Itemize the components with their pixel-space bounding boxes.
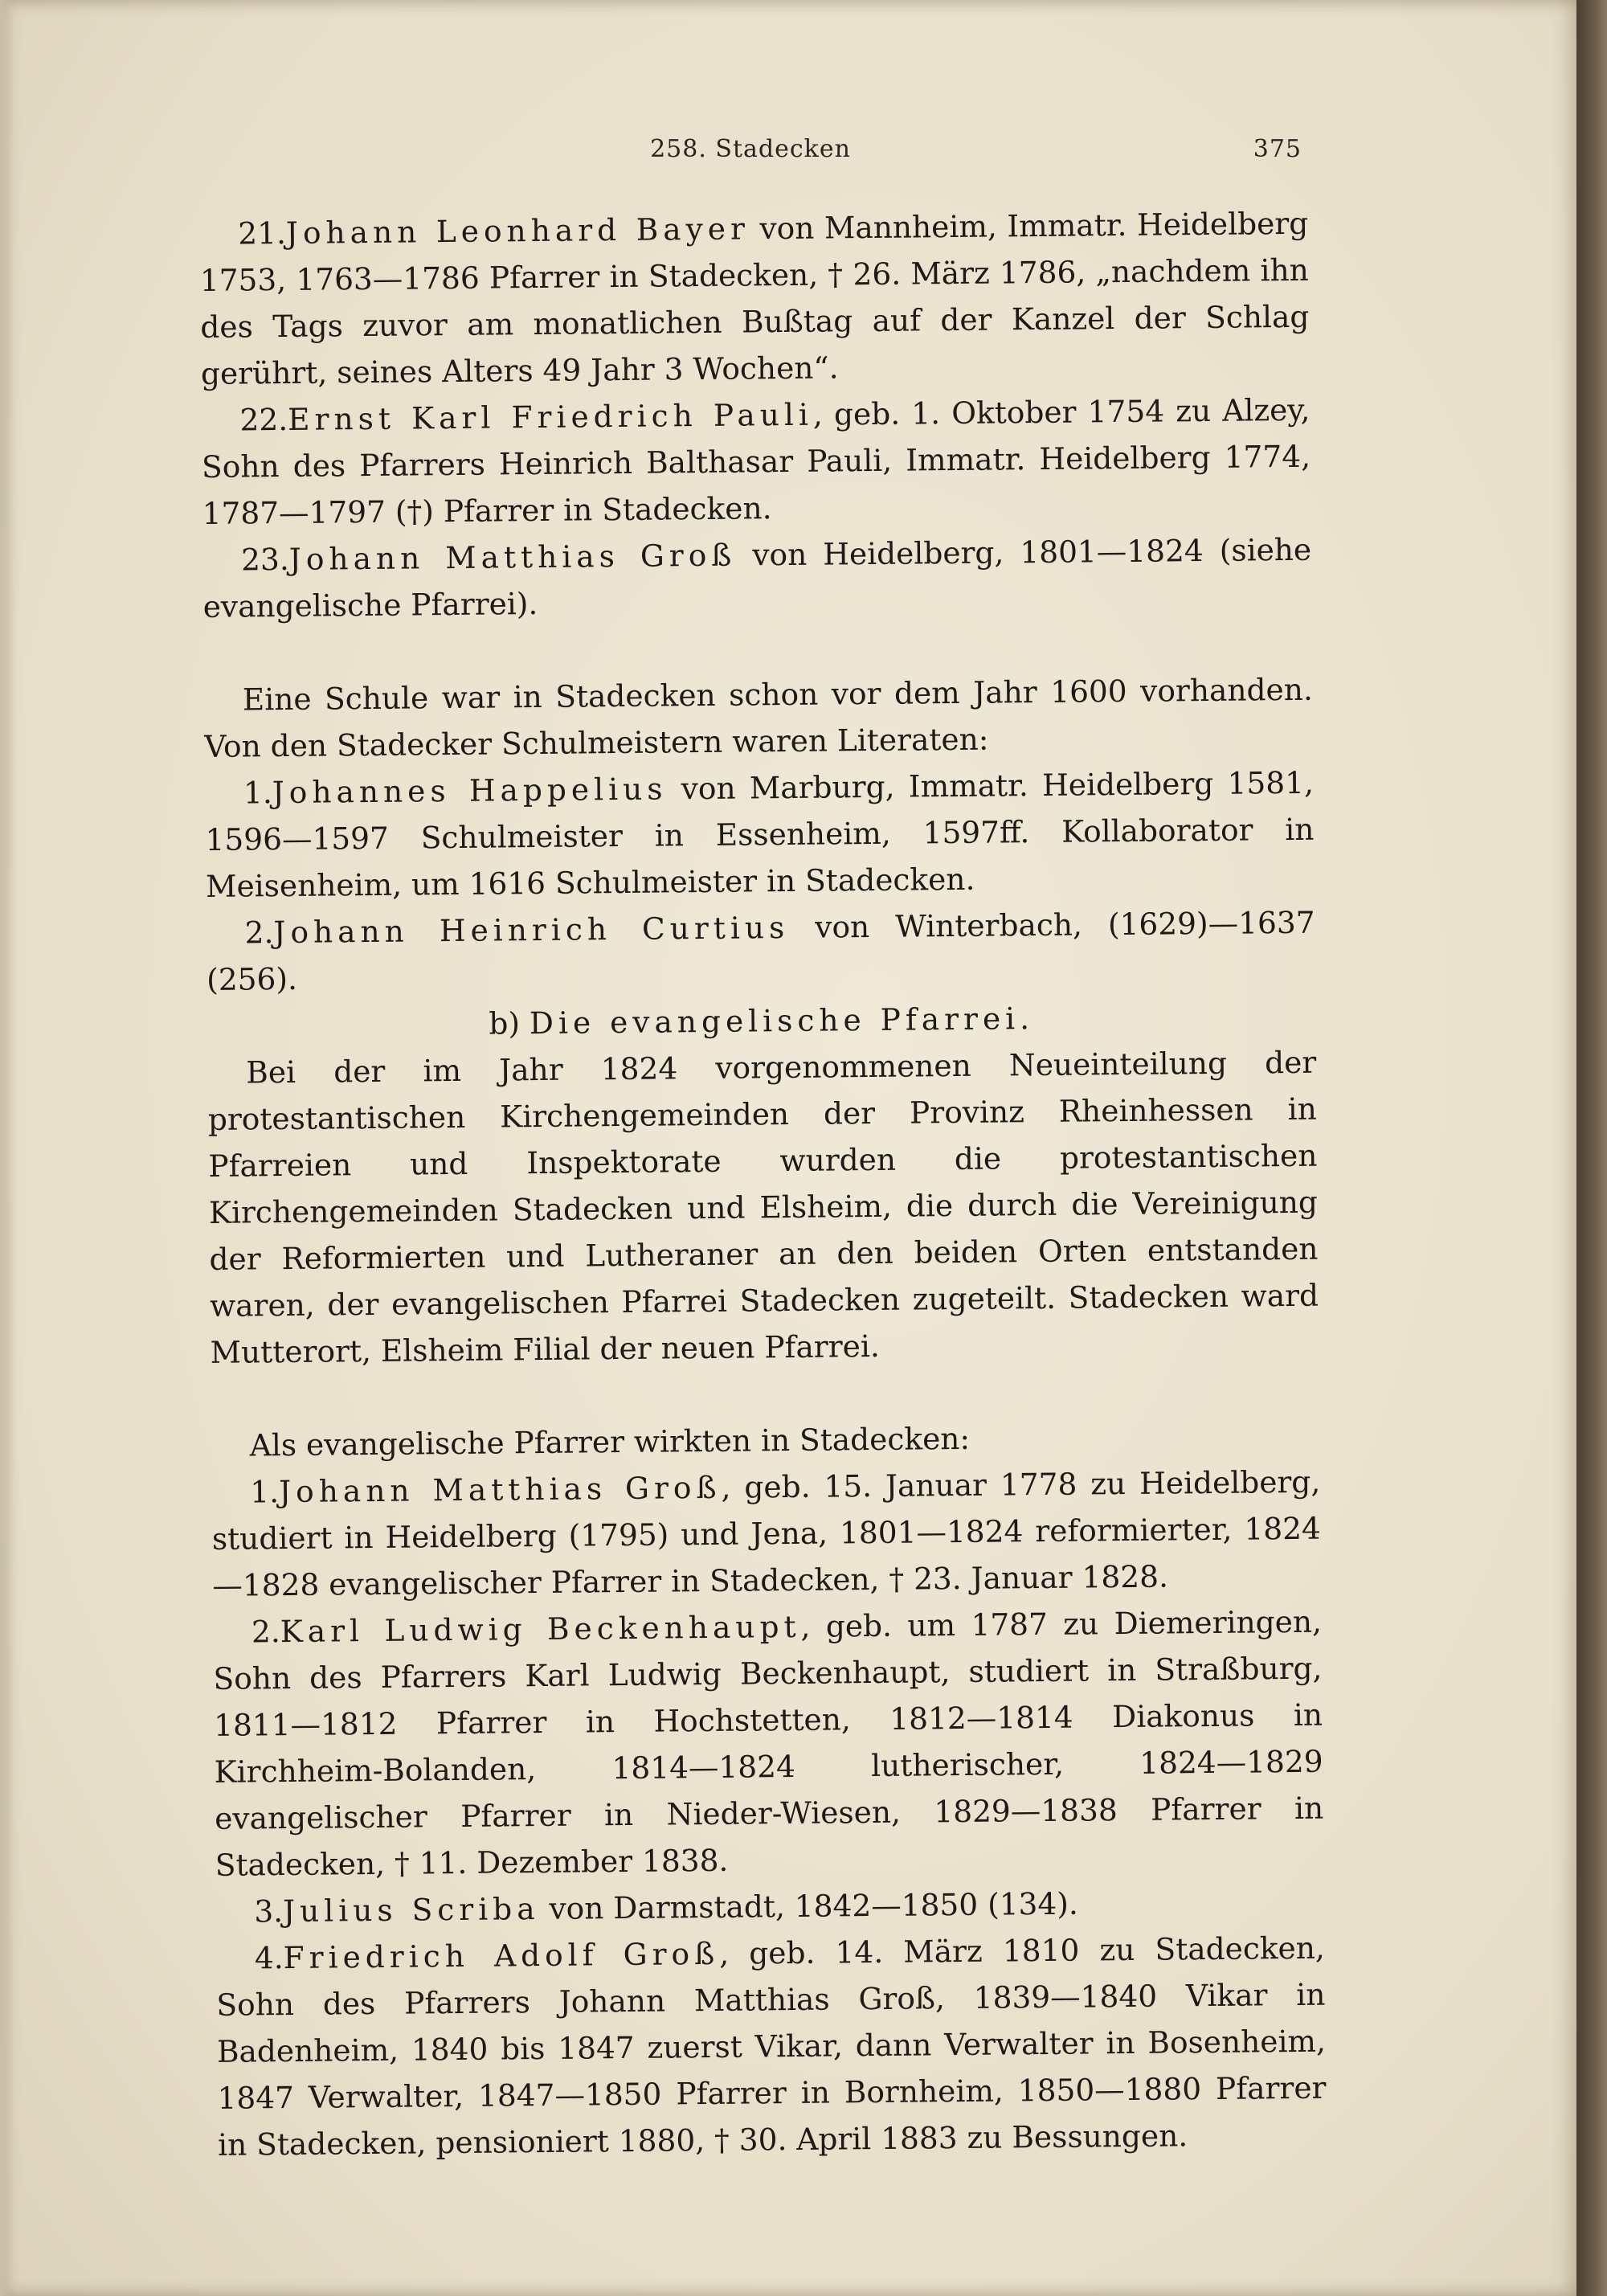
entry-name: Johann Leonhard Bayer <box>285 211 750 251</box>
entry-text: von Winterbach, (1629)—1637 (256). <box>206 904 1315 997</box>
page-number: 375 <box>1253 135 1302 163</box>
entry-paragraph <box>213 1598 1324 1889</box>
entry-name: Julius Scriba <box>282 1891 540 1930</box>
entry-paragraph <box>206 899 1315 1003</box>
entry-name: Friedrich Adolf Groß <box>283 1935 720 1976</box>
entry-name: Ernst Karl Friedrich Pauli <box>287 396 814 437</box>
entry-text: von Heidelberg, 1801—1824 (siehe evangelische Pfarrei). <box>202 531 1312 624</box>
school-intro: Eine Schule war in Stadecken schon vor dem Jahr 1600 vorhanden. Von den Stadecker Schulmeistern waren Literaten: <box>204 671 1313 764</box>
entry-number: 22. <box>239 401 288 438</box>
entry-paragraph <box>211 1459 1322 1609</box>
entry-number: 4. <box>254 1940 284 1976</box>
entry-name: Johannes Happelius <box>272 771 668 811</box>
section-intro: Bei der im Jahr 1824 vorgenommenen Neueinteilung der protestantischen Kirchengemeinden der Provinz Rheinhessen in Pfarreien und Inspektorate wurden die protestantischen Kirchengemeinden Stadecken und Elsheim, die durch die Vereinigung der Reformierten und Lutheraner an den beiden Orten entstanden waren, der evangelischen Pfarrei Stadecken zugeteilt. Stadecken ward Mutterort, Elsheim Filial der neuen Pfarrei. <box>207 1044 1319 1370</box>
entry-paragraph <box>216 1925 1327 2168</box>
entry-name: Johann Matthias Groß <box>288 537 737 577</box>
entry-number: 2. <box>251 1614 280 1650</box>
entry-text: von Marburg, Immatr. Heidelberg 1581, 1596—1597 Schulmeister in Essenheim, 1597ff. Kollaborator in Meisenheim, um 1616 Schulmeister in Stadecken. <box>205 764 1315 904</box>
entry-paragraph <box>202 526 1312 630</box>
list-intro: Als evangelische Pfarrer wirkten in Stadecken: <box>249 1420 971 1463</box>
entry-text: von Darmstadt, 1842—1850 (134). <box>539 1885 1079 1927</box>
entry-text: , geb. 1. Oktober 1754 zu Alzey, Sohn des Pfarrers Heinrich Balthasar Pauli, Immatr. Heidelberg 1774, 1787—1797 (†) Pfarrer in Stadecken. <box>201 391 1311 531</box>
entry-name: Johann Matthias Groß <box>278 1469 722 1510</box>
book-spine-shadow <box>1576 0 1607 2296</box>
entry-number: 1. <box>243 775 272 811</box>
entry-text: von Mannheim, Immatr. Heidelberg 1753, 1763—1786 Pfarrer in Stadecken, † 26. März 1786, „nachdem ihn des Tags zuvor am monatlichen Bußtag auf der Kanzel der Schlag gerührt, seines Alters 49 Jahr 3 Wochen“. <box>199 205 1310 391</box>
entry-paragraph <box>205 759 1315 910</box>
entry-number: 3. <box>254 1893 284 1930</box>
entry-number: 1. <box>250 1474 280 1510</box>
entry-paragraph <box>201 387 1311 537</box>
section-title: Die evangelische Pfarrei. <box>529 1001 1035 1042</box>
page-edge-shadow <box>0 0 14 2296</box>
section-label: b) <box>489 1005 521 1042</box>
entry-text: , geb. 15. Januar 1778 zu Heidelberg, studiert in Heidelberg (1795) und Jena, 1801—1824 reformierter, 1824—1828 evangelischer Pfarrer in Stadecken, † 23. Januar 1828. <box>211 1463 1322 1603</box>
entry-number: 2. <box>244 915 274 951</box>
entry-number: 21. <box>238 215 287 252</box>
entry-name: Karl Ludwig Beckenhaupt <box>280 1608 801 1650</box>
running-head: 258. Stadecken <box>650 135 851 163</box>
entry-text: , geb. um 1787 zu Diemeringen, Sohn des Pfarrers Karl Ludwig Beckenhaupt, studiert in Straßburg, 1811—1812 Pfarrer in Hochstetten, 1812—1814 Diakonus in Kirchheim-Bolanden, 1814—1824 lutherischer, 1824—1829 evangelischer Pfarrer in Nieder-Wiesen, 1829—1838 Pfarrer in Stadecken, † 11. Dezember 1838. <box>213 1603 1324 1883</box>
entry-text: , geb. 14. März 1810 zu Stadecken, Sohn des Pfarrers Johann Matthias Groß, 1839—1840 Vikar in Badenheim, 1840 bis 1847 zuerst Vikar, dann Verwalter in Bosenheim, 1847 Verwalter, 1847—1850 Pfarrer in Bornheim, 1850—1880 Pfarrer in Stadecken, pensioniert 1880, † 30. April 1883 zu Bessungen. <box>216 1930 1327 2163</box>
entry-paragraph <box>199 200 1310 397</box>
body-text <box>199 200 1327 2168</box>
page-header <box>199 135 1302 167</box>
entry-name: Johann Heinrich Curtius <box>273 909 790 951</box>
entry-number: 23. <box>240 541 290 578</box>
